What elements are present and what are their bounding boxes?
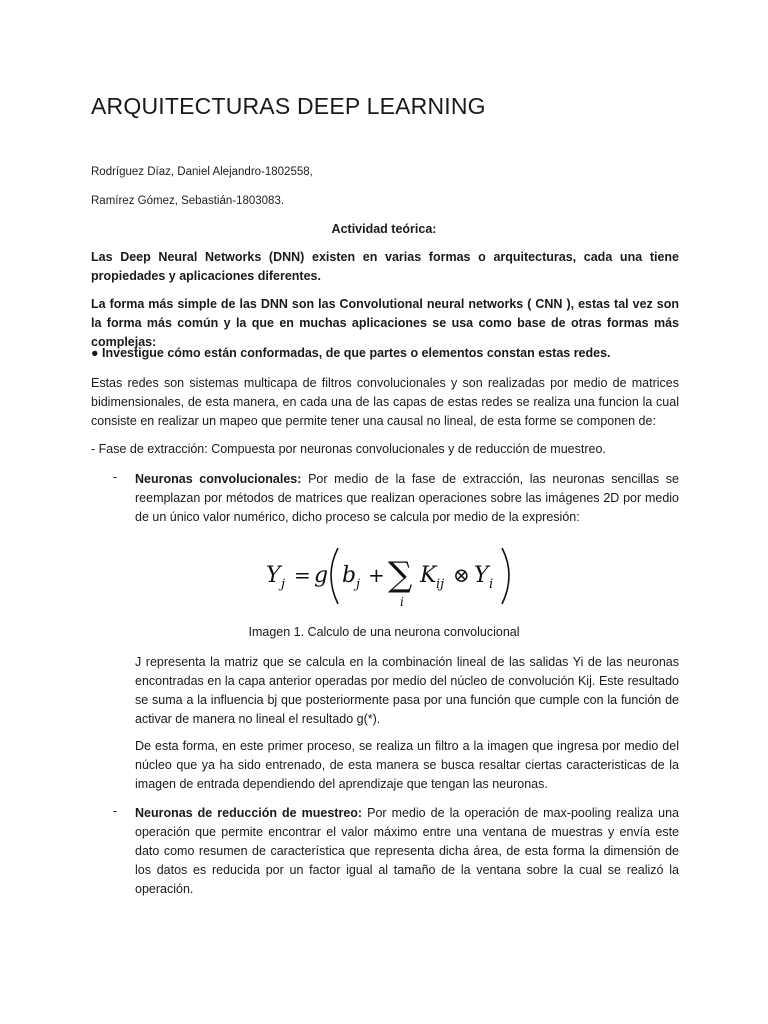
formula-K: K xyxy=(420,563,437,588)
document-title: ARQUITECTURAS DEEP LEARNING xyxy=(91,93,486,119)
convolution-formula xyxy=(262,540,522,610)
list-item-text: Por medio de la operación de max-pooling realiza una operación que permite encontrar el valor máximo entre una ventana de muestras y envía este dato como resumen de característica que representa dicha área, de esta forma la dimensión de los datos es reducida por un factor igual al tamaño de la ventana sobre la cual se realizó la operación. xyxy=(135,806,679,896)
list-item-label: Neuronas convolucionales: xyxy=(135,472,302,486)
formula-Y: Y xyxy=(266,563,281,588)
formula-plus: + xyxy=(368,563,385,587)
figure-caption: Imagen 1. Calculo de una neurona convolucional xyxy=(248,625,520,639)
paragraph-explanation: J representa la matriz que se calcula en la combinación lineal de las salidas Yi de las neuronas encontradas en la capa anterior operadas por medio del núcleo de convolución Kij. Este resultado se suma a la influencia bj que posteriormente pasa por una función que cumple con la función de activar de manera no lineal el resultado g(*). xyxy=(135,655,679,726)
formula-sum: ∑ xyxy=(388,555,413,595)
phase-extraction: - Fase de extracción: Compuesta por neuronas convolucionales y de reducción de muestreo. xyxy=(91,442,606,456)
formula-Y2-sub: i xyxy=(489,577,494,592)
bullet-question: ● Investigue cómo están conformadas, de que partes o elementos constan estas redes. xyxy=(91,346,611,360)
formula-j: j xyxy=(281,577,286,592)
paragraph-filter: De esta forma, en este primer proceso, se realiza un filtro a la imagen que ingresa por medio del núcleo que ya ha sido entrenado, de esta manera se busca resaltar ciertas caracteristicas de la imagen de entrada dependiendo del aprendizaje que tengan las neuronas. xyxy=(135,739,679,791)
formula-g: g xyxy=(314,563,329,588)
author-2: Ramírez Gómez, Sebastián-1803083. xyxy=(91,195,285,207)
paragraph-cnn-intro: La forma más simple de las DNN son las Convolutional neural networks ( CNN ), estas tal vez son la forma más común y la que en muchas aplicaciones se usa como base de otras formas más complejas: xyxy=(91,297,679,349)
formula-left-paren xyxy=(331,548,338,604)
formula-otimes: ⊗ xyxy=(453,563,470,587)
formula-sum-index: i xyxy=(400,595,404,609)
author-1: Rodríguez Díaz, Daniel Alejandro-1802558, xyxy=(91,166,313,178)
formula-Y2: Y xyxy=(474,563,489,588)
list-item-label: Neuronas de reducción de muestreo: xyxy=(135,806,363,820)
formula-b: b xyxy=(342,563,357,588)
list-dash-1: - xyxy=(113,470,118,484)
list-item-text: Por medio de la fase de extracción, las neuronas sencillas se reemplazan por métodos de matrices que realizan operaciones sobre las imágenes 2D por medio de un único valor numérico, dicho proceso se calcula por medio de la expresión: xyxy=(135,472,679,524)
formula-right-paren xyxy=(502,548,509,604)
list-dash-2: - xyxy=(113,804,118,818)
formula-eq: = xyxy=(294,563,311,587)
paragraph-description: Estas redes son sistemas multicapa de filtros convolucionales y son realizadas por medio de matrices bidimensionales, de esta manera, en cada una de las capas de estas redes se realiza una funcion la cual consiste en realizar un mapeo que permite tener una causal no lineal, de esta forme se componen de: xyxy=(91,376,679,428)
list-item-pooling-neurons xyxy=(135,804,679,899)
paragraph-dnn-intro: Las Deep Neural Networks (DNN) existen en varias formas o arquitecturas, cada una tiene propiedades y aplicaciones diferentes. xyxy=(91,250,679,283)
formula-b-sub: j xyxy=(356,577,361,592)
section-heading: Actividad teórica: xyxy=(331,222,437,236)
formula-K-sub: ij xyxy=(436,577,445,592)
list-item-conv-neurons xyxy=(135,470,679,527)
